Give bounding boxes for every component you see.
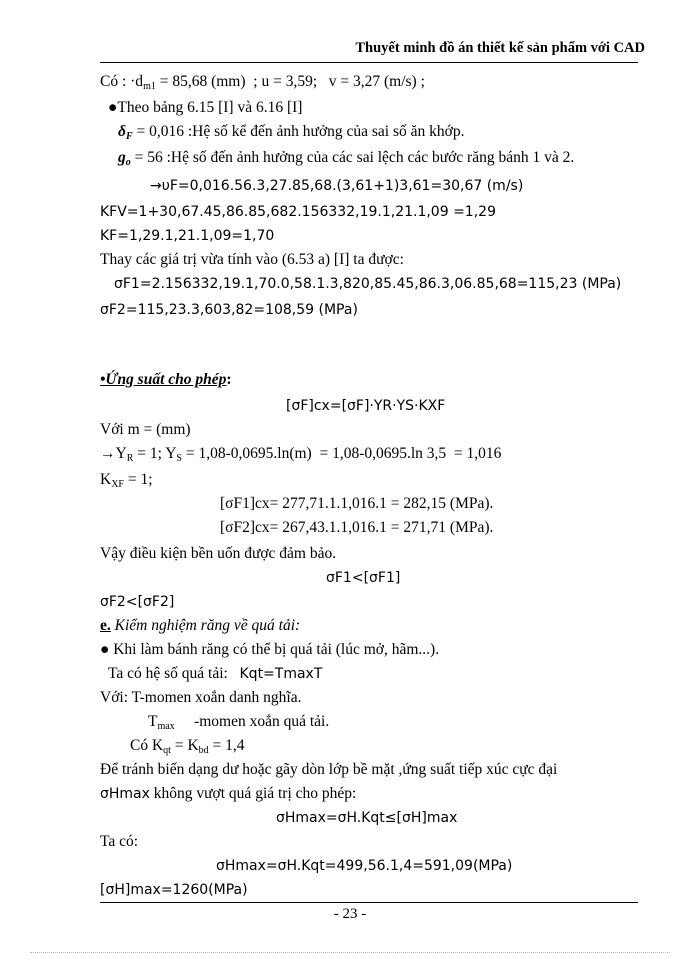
line-24: Với: T-momen xoắn danh nghĩa. [100, 689, 302, 706]
text-line: Có : $\cdot d_{m1} = 85,68$ (mm) ; u = 3,59; v = 3,27 (m/s) ; [100, 73, 425, 92]
section-heading-colon: : [226, 371, 232, 388]
subsection-heading [100, 616, 300, 636]
line-22: ● Khi làm bánh răng có thể bị quá tải (lúc mở, hãm...). [100, 641, 440, 658]
line-31: σHmax=σH.Kqt=499,56.1,4=591,09(MPa) [216, 858, 513, 874]
line-10: σF2=115,23.3,603,82=108,59 (MPa) [100, 302, 358, 318]
footer-rule [100, 902, 638, 903]
subsection-title: Kiểm nghiệm răng về quá tải: [110, 617, 301, 634]
line-20: σF2<[σF2] [100, 594, 175, 610]
t-max-symbol: $T_{max}$ [148, 713, 175, 732]
header-title: Thuyết minh đồ án thiết kế sản phẩm với CAD [355, 40, 645, 56]
line-12: [σF]cx=[σF]·YR·YS·KXF [286, 398, 446, 414]
line-28-symbol: σHmax [100, 786, 150, 802]
delta-f-symbol: $\delta_F$ [118, 123, 133, 142]
line-04: = 56 :Hệ số đến ảnh hưởng của các sai lệch các bước răng bánh 1 và 2. [130, 149, 575, 166]
g-o-symbol: $g_o$ [118, 149, 131, 168]
page-number: - 23 - [333, 906, 367, 922]
text-line [108, 664, 322, 684]
line-23-formula: Kqt=TmaxT [239, 666, 323, 682]
text-line [118, 122, 464, 147]
line-09: σF1=2.156332,19.1,70.0,58.1.3,820,85.45,86.3,06.85,68=115,23 (MPa) [114, 276, 622, 292]
line-13: Với m = (mm) [100, 421, 191, 438]
line-32: [σH]max=1260(MPa) [100, 882, 248, 898]
line-16: [σF1]cx= 277,71.1.1,016.1 = 282,15 (MPa). [220, 495, 494, 512]
line-06: KFV=1+30,67.45,86.85,682.156332,19.1,21.1,09 =1,29 [100, 204, 496, 220]
header-rule [100, 62, 638, 63]
text-line: Có $K_{qt} = K_{bd} = 1,4$ [130, 737, 245, 756]
text-line [100, 784, 356, 804]
line-08: Thay các giá trị vừa tính vào (6.53 a) [I] ta được: [100, 251, 404, 268]
text-line [148, 712, 329, 737]
text-line: $\to Y_R = 1$; $Y_S = 1,08-0,0695.\ln(m) = 1,08-0,0695.\ln$ 3,5 = 1,016 [100, 445, 502, 464]
text-line [108, 98, 302, 118]
line-27: Để tránh biến dạng dư hoặc gãy dòn lớp bề mặt ,ứng suất tiếp xúc cực đại [100, 761, 558, 778]
line-19: σF1<[σF1] [326, 570, 401, 586]
line-30: Ta có: [100, 833, 139, 850]
line-17: [σF2]cx= 267,43.1.1,016.1 = 271,71 (MPa). [220, 519, 494, 536]
line-25-text: -momen xoắn quá tải. [194, 713, 330, 730]
line-02: Theo bảng 6.15 [I] và 6.16 [I] [117, 99, 303, 116]
line-29: σHmax=σH.Kqt≤[σH]max [276, 810, 458, 826]
line-23-label: Ta có hệ số quá tải: [108, 665, 228, 682]
line-07: KF=1,29.1,21.1,09=1,70 [100, 228, 275, 244]
subsection-letter: e. [100, 617, 111, 634]
line-28-text: không vượt quá giá trị cho phép: [149, 785, 357, 802]
bullet-icon: ● [108, 99, 118, 116]
line-18: Vậy điều kiện bền uốn được đảm bảo. [100, 545, 337, 562]
text-line [118, 148, 574, 173]
line-05: →υF=0,016.56.3,27.85,68.(3,61+1)3,61=30,67 (m/s) [150, 178, 524, 194]
text-line: $K_{XF} = 1$; [100, 471, 153, 490]
section-heading [100, 370, 232, 390]
line-03: = 0,016 :Hệ số kể đến ảnh hưởng của sai số ăn khớp. [132, 123, 465, 140]
page-edge-divider [30, 952, 670, 953]
section-heading-text: •Ứng suất cho phép [100, 371, 227, 388]
